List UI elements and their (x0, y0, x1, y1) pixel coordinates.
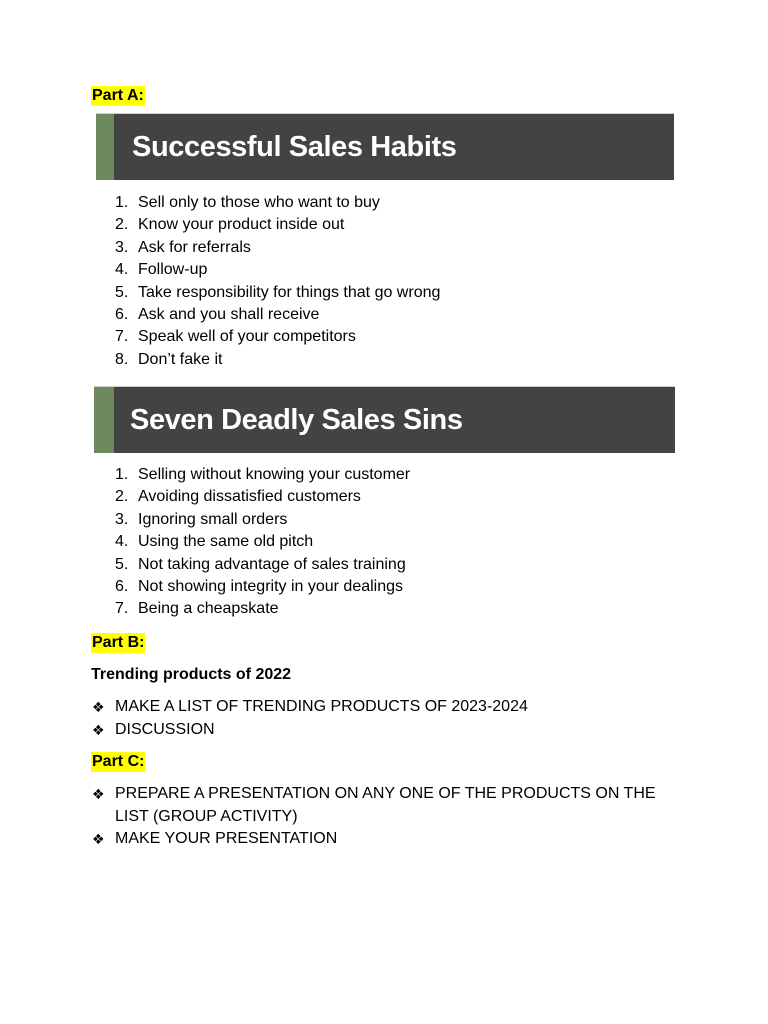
list-item: 1. Sell only to those who want to buy (115, 194, 380, 211)
diamond-bullet-icon: ❖ (92, 786, 105, 802)
part-b-heading: Trending products of 2022 (91, 666, 292, 683)
list-item: 5. Take responsibility for things that go wrong (115, 283, 441, 301)
list-item: 7. Speak well of your competitors (115, 328, 356, 346)
list-item: 4. Follow-up (115, 261, 208, 279)
sins-title: Seven Deadly Sales Sins (130, 404, 463, 436)
banner-accent (96, 114, 114, 180)
part-c-label: Part C: (92, 753, 145, 770)
habits-title: Successful Sales Habits (132, 131, 457, 163)
list-item: 7. Being a cheapskate (115, 600, 279, 618)
list-item: 2. Avoiding dissatisfied customers (115, 488, 361, 506)
list-item: ❖ MAKE A LIST OF TRENDING PRODUCTS OF 2023-2024 (92, 696, 682, 719)
part-b-label: Part B: (92, 634, 145, 651)
list-item: ❖ PREPARE A PRESENTATION ON ANY ONE OF THE PRODUCTS ON THE LIST (GROUP ACTIVITY) (92, 785, 656, 825)
list-item: 1. Selling without knowing your customer (115, 466, 411, 483)
sins-list (115, 464, 410, 621)
list-item: 8. Don’t fake it (115, 350, 223, 368)
diamond-bullet-icon: ❖ (92, 831, 105, 847)
list-item: 3. Ask for referrals (115, 238, 251, 256)
sins-banner (94, 387, 675, 453)
part-a-label: Part A: (92, 87, 144, 104)
list-item: 3. Ignoring small orders (115, 510, 288, 528)
list-item: 5. Not taking advantage of sales training (115, 555, 406, 573)
list-item: 2. Know your product inside out (115, 216, 345, 234)
list-item: 6. Not showing integrity in your dealings (115, 578, 404, 596)
diamond-bullet-icon: ❖ (92, 721, 105, 738)
list-item: 4. Using the same old pitch (115, 533, 314, 551)
list-item: ❖ MAKE YOUR PRESENTATION (92, 828, 672, 851)
list-item: 6. Ask and you shall receive (115, 306, 320, 324)
part-b-bullets (92, 696, 682, 741)
banner-accent (94, 387, 114, 453)
habits-list (115, 192, 440, 371)
list-item: ❖ DISCUSSION (92, 719, 682, 742)
part-c-bullets (92, 783, 672, 851)
diamond-bullet-icon: ❖ (92, 699, 105, 715)
habits-banner (96, 114, 674, 180)
